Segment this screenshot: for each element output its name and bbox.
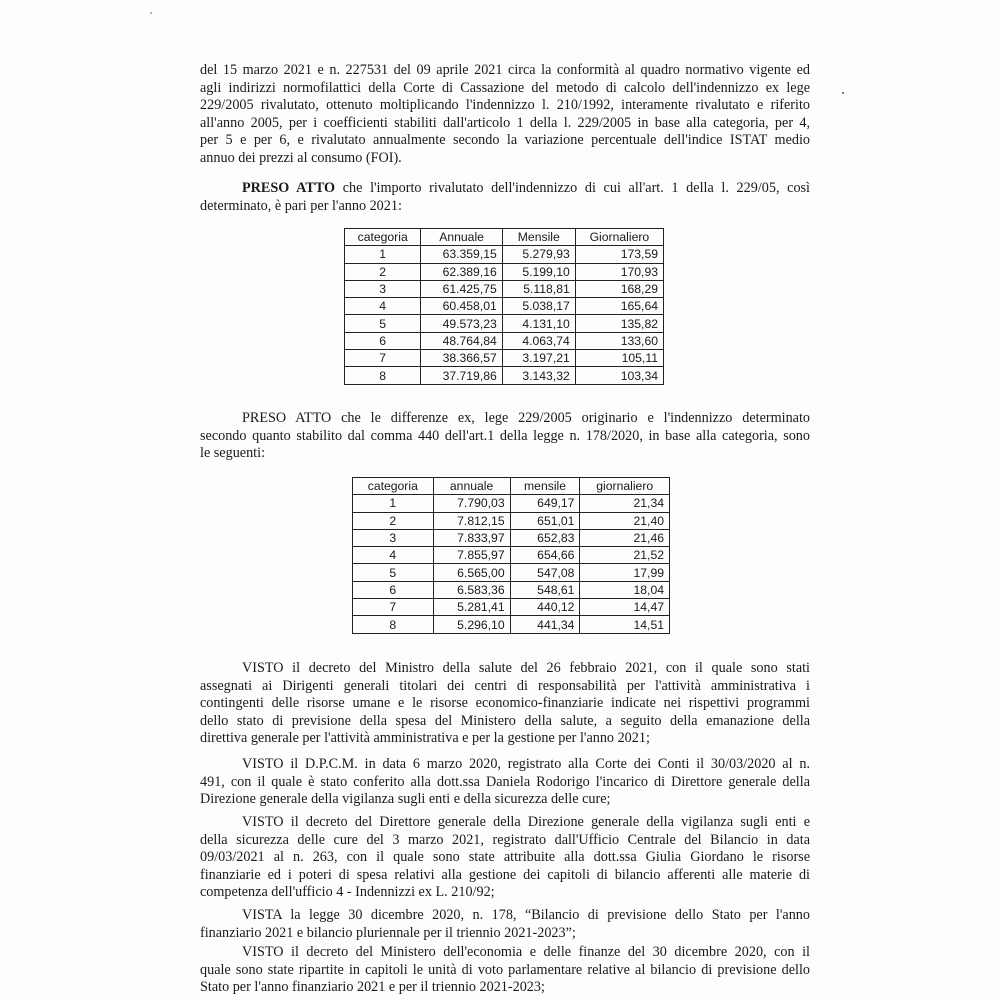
text-line: determinato, è pari per l'anno 2021:	[200, 197, 402, 214]
amount-cell: 3.197,21	[502, 350, 575, 367]
text-line: della sicurezza delle cure del 3 marzo 2021, registrato dall'Ufficio Centrale del Bilancio in data	[200, 831, 810, 848]
text-line: Stato per l'anno finanziario 2021 e per il triennio 2021-2023;	[200, 979, 545, 996]
text-line: Direzione generale della vigilanza sugli enti e della sicurezza delle cure;	[200, 791, 611, 808]
text-line: competenza dell'ufficio 4 - Indennizzi ex L. 210/92;	[200, 884, 495, 901]
amount-cell: 4.063,74	[502, 332, 575, 349]
scan-speck	[150, 12, 152, 14]
text-line: all'anno 2005, per i coefficienti stabiliti dall'articolo 1 della l. 229/2005 in base alla categoria, per 4,	[200, 114, 810, 131]
amount-cell: 4.131,10	[502, 315, 575, 332]
column-header: Annuale	[421, 229, 502, 246]
preso-atto-paragraph-2	[200, 410, 810, 463]
amount-cell: 61.425,75	[421, 280, 502, 297]
category-cell: 1	[353, 495, 434, 512]
visto-paragraph-5	[200, 944, 810, 997]
category-cell: 7	[345, 350, 421, 367]
text-line: finanziario 2021 e bilancio pluriennale per il triennio 2021-2023”;	[200, 924, 576, 941]
amount-cell: 173,59	[575, 246, 663, 263]
text-line: VISTA la legge 30 dicembre 2020, n. 178, “Bilancio di previsione dello Stato per l'anno	[242, 907, 810, 923]
amount-cell: 103,34	[575, 367, 663, 384]
amount-cell: 170,93	[575, 263, 663, 280]
table-row	[353, 581, 670, 598]
column-header: Giornaliero	[575, 229, 663, 246]
column-header: mensile	[510, 478, 580, 495]
visto-paragraph-3	[200, 814, 810, 902]
table-row	[353, 495, 670, 512]
category-cell: 2	[353, 512, 434, 529]
table-row	[345, 315, 664, 332]
amount-cell: 38.366,57	[421, 350, 502, 367]
text-line: PRESO ATTO che le differenze ex, lege 229/2005 originario e l'indennizzo determinato	[242, 410, 810, 426]
text-line: annuo dei prezzi al consumo (FOI).	[200, 149, 402, 166]
amount-cell: 60.458,01	[421, 298, 502, 315]
table-row	[353, 564, 670, 581]
amount-cell: 14,51	[580, 616, 670, 633]
amount-cell: 21,34	[580, 495, 670, 512]
text-line: direttiva generale per l'attività amministrativa e per la gestione per l'anno 2021;	[200, 730, 650, 747]
amount-cell: 21,52	[580, 547, 670, 564]
amount-cell: 548,61	[510, 581, 580, 598]
visto-paragraph-1	[200, 660, 810, 748]
category-cell: 8	[345, 367, 421, 384]
amount-cell: 21,40	[580, 512, 670, 529]
table-row	[345, 263, 664, 280]
column-header: giornaliero	[580, 478, 670, 495]
column-header: annuale	[433, 478, 510, 495]
text-line: contingenti delle risorse umane e le risorse economico-finanziarie indicate nei rispettivi programmi	[200, 695, 810, 712]
amount-cell: 6.565,00	[433, 564, 510, 581]
amount-cell: 5.281,41	[433, 599, 510, 616]
amount-cell: 5.199,10	[502, 263, 575, 280]
table-row	[353, 512, 670, 529]
category-cell: 6	[345, 332, 421, 349]
amount-cell: 654,66	[510, 547, 580, 564]
table-row	[345, 246, 664, 263]
amount-cell: 652,83	[510, 529, 580, 546]
amount-cell: 165,64	[575, 298, 663, 315]
amount-cell: 5.038,17	[502, 298, 575, 315]
category-cell: 7	[353, 599, 434, 616]
vista-paragraph-4	[200, 907, 810, 942]
intro-paragraph	[200, 62, 810, 168]
amount-cell: 49.573,23	[421, 315, 502, 332]
amount-cell: 17,99	[580, 564, 670, 581]
table-header-row	[353, 478, 670, 495]
category-cell: 6	[353, 581, 434, 598]
amount-cell: 37.719,86	[421, 367, 502, 384]
text-line: VISTO il decreto del Ministro della salute del 26 febbraio 2021, con il quale sono stati	[242, 660, 810, 676]
amount-cell: 7.833,97	[433, 529, 510, 546]
amount-cell: 135,82	[575, 315, 663, 332]
table-row	[353, 599, 670, 616]
text-line: del 15 marzo 2021 e n. 227531 del 09 aprile 2021 circa la conformità al quadro normativo vigente ed	[200, 62, 810, 78]
text-line: 229/2005 rivalutato, ottenuto moltiplicando l'indennizzo l. 210/1992, interamente rivalutato e riferito	[200, 97, 810, 114]
category-cell: 2	[345, 263, 421, 280]
table-row	[345, 367, 664, 384]
amount-cell: 7.790,03	[433, 495, 510, 512]
amount-cell: 21,46	[580, 529, 670, 546]
category-cell: 5	[353, 564, 434, 581]
amount-cell: 133,60	[575, 332, 663, 349]
text-line: finanziarie ed i poteri di spesa relativi alla gestione dei capitoli di bilancio afferenti alle materie di	[200, 866, 810, 883]
text-line: per 5 e per 6, e rivalutato annualmente secondo la variazione percentuale dell'indice ISTAT medio	[200, 132, 810, 149]
text-line: agli indirizzi normofilattici della Corte di Cassazione del metodo di calcolo dell'indennizzo ex lege	[200, 79, 810, 96]
amount-cell: 6.583,36	[433, 581, 510, 598]
category-cell: 4	[345, 298, 421, 315]
amount-cell: 651,01	[510, 512, 580, 529]
scan-speck	[842, 92, 844, 94]
table-row	[353, 547, 670, 564]
amount-cell: 168,29	[575, 280, 663, 297]
amount-cell: 441,34	[510, 616, 580, 633]
column-header: categoria	[345, 229, 421, 246]
amount-cell: 105,11	[575, 350, 663, 367]
preso-atto-heading: PRESO ATTO	[242, 180, 336, 196]
preso-atto-text: che l'importo rivalutato dell'indennizzo di cui all'art. 1 della l. 229/05, così	[335, 180, 810, 196]
column-header: Mensile	[502, 229, 575, 246]
amount-cell: 14,47	[580, 599, 670, 616]
category-cell: 8	[353, 616, 434, 633]
visto-paragraph-2	[200, 756, 810, 809]
amount-cell: 5.118,81	[502, 280, 575, 297]
text-line: quale sono state ripartite in capitoli le unità di voto parlamentare relative al bilancio di previsione dello	[200, 961, 810, 978]
amount-cell: 5.279,93	[502, 246, 575, 263]
amount-cell: 63.359,15	[421, 246, 502, 263]
amount-cell: 18,04	[580, 581, 670, 598]
differenze-table	[352, 477, 670, 634]
text-line: VISTO il decreto del Ministero dell'economia e delle finanze del 30 dicembre 2020, con il	[242, 944, 810, 960]
amount-cell: 649,17	[510, 495, 580, 512]
table-header-row	[345, 229, 664, 246]
amount-cell: 5.296,10	[433, 616, 510, 633]
category-cell: 3	[345, 280, 421, 297]
table-row	[353, 529, 670, 546]
category-cell: 5	[345, 315, 421, 332]
preso-atto-paragraph-1	[200, 180, 810, 215]
table-row	[345, 280, 664, 297]
amount-cell: 7.812,15	[433, 512, 510, 529]
amount-cell: 48.764,84	[421, 332, 502, 349]
amount-cell: 3.143,32	[502, 367, 575, 384]
text-line: VISTO il decreto del Direttore generale della Direzione generale della vigilanza sugli enti e	[242, 814, 810, 830]
text-line: 491, con il quale è stato conferito alla dott.ssa Daniela Rodorigo l'incarico di Direttore generale della	[200, 773, 810, 790]
table-row	[345, 298, 664, 315]
amount-cell: 62.389,16	[421, 263, 502, 280]
text-line	[200, 180, 810, 198]
table-row	[353, 616, 670, 633]
table-row	[345, 332, 664, 349]
amount-cell: 7.855,97	[433, 547, 510, 564]
text-line: le seguenti:	[200, 445, 266, 462]
text-line: 09/03/2021 al n. 263, con il quale sono state attribuite alla dott.ssa Giulia Giordano le risorse	[200, 849, 810, 866]
amount-cell: 547,08	[510, 564, 580, 581]
text-line: secondo quanto stabilito dal comma 440 dell'art.1 della legge n. 178/2020, in base alla categoria, sono	[200, 427, 810, 444]
category-cell: 3	[353, 529, 434, 546]
indennizzo-table-2021	[344, 228, 664, 385]
category-cell: 4	[353, 547, 434, 564]
text-line: dello stato di previsione della spesa del Ministero della salute, a seguito della emanazione della	[200, 712, 810, 729]
amount-cell: 440,12	[510, 599, 580, 616]
text-line: VISTO il D.P.C.M. in data 6 marzo 2020, registrato alla Corte dei Conti il 30/03/2020 al n.	[242, 756, 810, 772]
column-header: categoria	[353, 478, 434, 495]
category-cell: 1	[345, 246, 421, 263]
table-row	[345, 350, 664, 367]
text-line: assegnati ai Dirigenti generali titolari dei centri di responsabilità per l'attività amministrativa i	[200, 677, 810, 694]
